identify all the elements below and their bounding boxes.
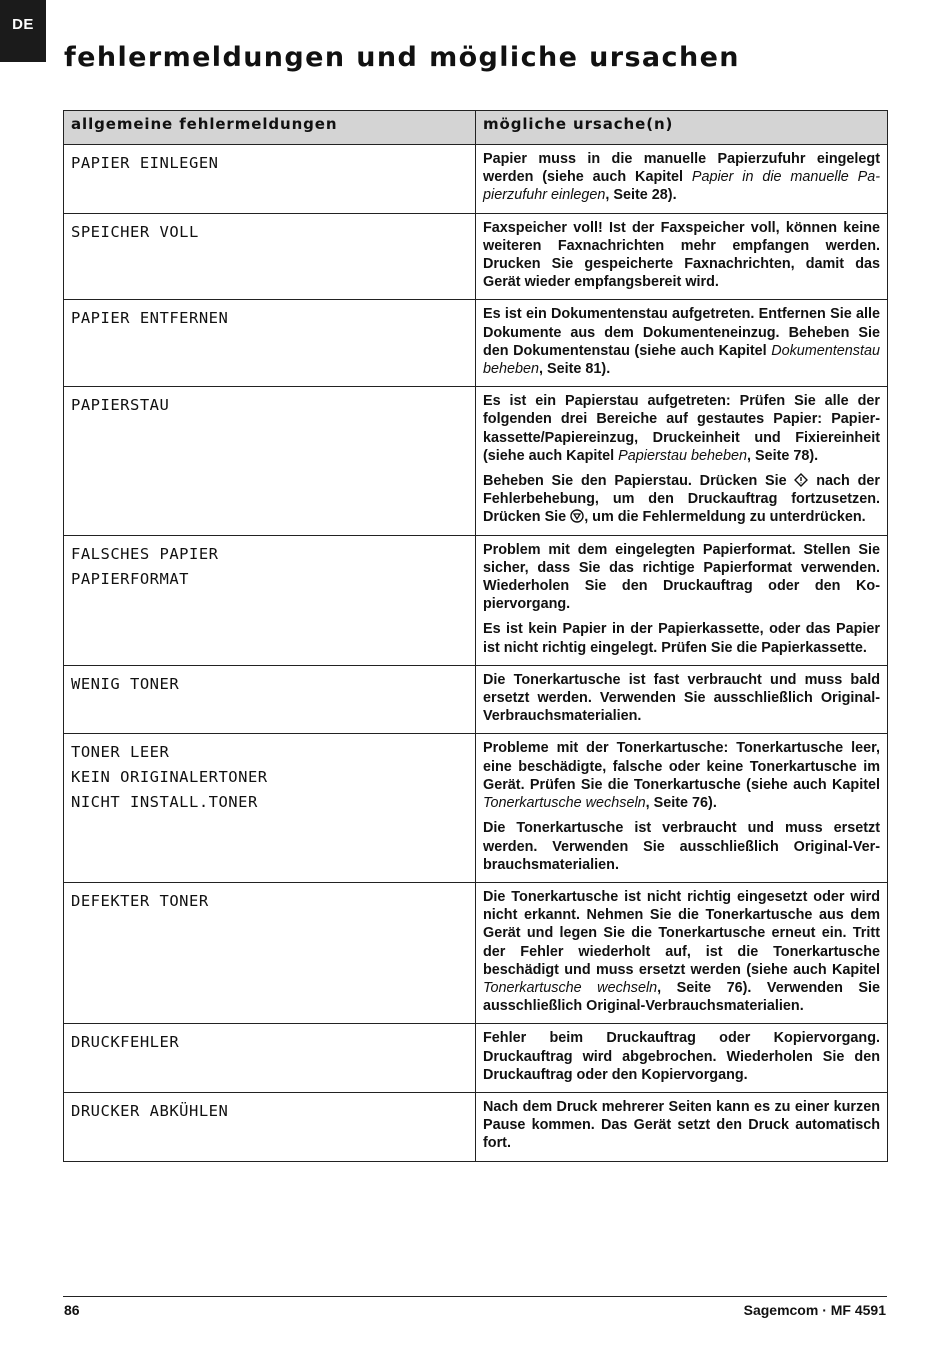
cause-text: , Seite 76). Verwenden Sie ausschließlich Original-Verbrauchsmaterialien. (483, 979, 880, 1015)
error-message-cell (64, 387, 476, 535)
cause-text: , Seite 76). (645, 795, 717, 812)
cause-cell (476, 535, 888, 665)
error-message: TONER LEER (71, 743, 170, 762)
cause-paragraph (483, 1098, 880, 1153)
chapter-reference: Papier in die manuelle Papierzufuhr einlegen (483, 169, 881, 204)
cause-text: Es ist ein Papierstau aufgetreten: Prüfen Sie alle der folgenden drei Bereiche auf gestautes Papier: Papierkassette/Papiereinzug, Druckeinheit und Fixiereinheit (siehe auch Kapitel (483, 393, 880, 464)
table-row (64, 734, 888, 882)
cause-text: Nach dem Druck mehrerer Seiten kann es zu einer kurzen Pause kommen. Das Gerät setzt den Druck automatisch fort. (483, 1098, 880, 1152)
cause-cell (476, 1024, 888, 1093)
table-body (64, 145, 888, 1162)
cause-text: Fehler beim Druckauftrag oder Kopiervorgang. Druckauftrag wird abgebrochen. Wiederholen Sie den Druckauftrag oder den Kopiervorgang. (483, 1030, 880, 1083)
error-message-cell (64, 300, 476, 387)
page-number: 86 (64, 1302, 80, 1318)
cause-text: Es ist kein Papier in der Papierkassette, oder das Papier ist nicht richtig eingelegt. Prüfen Sie die Papierkassette. (483, 621, 880, 656)
cause-paragraph (483, 219, 880, 292)
cause-text: Die Tonerkartusche ist fast verbraucht und muss bald ersetzt werden. Verwenden Sie ausschließlich Original-Verbrauchsmaterialien. (483, 671, 880, 725)
language-tab: DE (0, 0, 46, 62)
cause-text: Problem mit dem eingelegten Papierformat. Stellen Sie sicher, dass Sie das richtige Papierformat verwenden. Wiederholen Sie den Druckauftrag oder den Kopiervorgang. (483, 541, 880, 613)
error-message-cell (64, 535, 476, 665)
error-message-cell (64, 1024, 476, 1093)
cause-text: , Seite 81). (539, 361, 611, 378)
cause-text: Faxspeicher voll! Ist der Faxspeicher voll, können keine weiteren Faxnachrichten mehr empfangen werden. Drucken Sie gespeicherte Faxnachrichten, damit das Gerät wieder empfangsbereit wird. (483, 219, 880, 291)
error-message: PAPIER ENTFERNEN (71, 309, 229, 328)
cause-text: nach der Fehlerbehebung, um den Druckauftrag fortzusetzen. Drücken Sie (483, 473, 880, 526)
chapter-reference: Tonerkartusche wechseln (483, 979, 658, 996)
error-message: KEIN ORIGINALERTONER (71, 768, 268, 787)
table-header-row (64, 111, 888, 145)
cause-text: Papier muss in die manuelle Papierzufuhr eingelegt werden (siehe auch Kapitel (483, 151, 880, 186)
chapter-reference: Tonerkartusche wechseln (483, 795, 646, 812)
cause-cell (476, 665, 888, 734)
table-row (64, 1024, 888, 1093)
table-row (64, 1092, 888, 1161)
chapter-reference: Papierstau beheben (618, 447, 747, 464)
cause-paragraph (483, 819, 880, 874)
cause-cell (476, 1092, 888, 1161)
error-message: PAPIERFORMAT (71, 569, 189, 588)
cause-cell (476, 300, 888, 387)
error-message-cell (64, 213, 476, 300)
chapter-reference: Dokumentenstau beheben (483, 342, 880, 378)
error-message: FALSCHES PAPIER (71, 544, 219, 563)
start-key-icon (794, 473, 808, 487)
cause-text: Beheben Sie den Papierstau. Drücken Sie (483, 473, 795, 490)
error-message: NICHT INSTALL.TONER (71, 793, 258, 812)
error-message-cell (64, 734, 476, 882)
error-message-cell (64, 665, 476, 734)
cause-text: , um die Fehlermeldung zu unterdrücken. (584, 509, 866, 526)
table-row (64, 665, 888, 734)
table-row (64, 145, 888, 214)
error-message-cell (64, 1092, 476, 1161)
column-header-messages: allgemeine fehlermeldungen (64, 111, 476, 145)
table-row (64, 387, 888, 535)
table-row (64, 213, 888, 300)
table-row (64, 882, 888, 1023)
table-row (64, 300, 888, 387)
footer-divider (63, 1296, 887, 1297)
cause-paragraph (483, 1029, 880, 1084)
column-header-causes: mögliche ursache(n) (476, 111, 888, 145)
cause-cell (476, 145, 888, 214)
cause-paragraph (483, 472, 880, 527)
error-message: DRUCKER ABKÜHLEN (71, 1101, 229, 1120)
error-message: PAPIER EINLEGEN (71, 154, 219, 172)
cause-paragraph (483, 150, 880, 205)
cause-cell (476, 882, 888, 1023)
cause-text: Die Tonerkartusche ist nicht richtig eingesetzt oder wird nicht erkannt. Nehmen Sie die Tonerkartusche aus dem Gerät und legen Sie die Tonerkartusche erneut ein. Tritt der Fehler wiederholt auf, ist die Tonerkartusche beschädigt und muss ersetzt werden (siehe auch Kapitel (483, 888, 880, 978)
cause-text: Es ist ein Dokumentenstau aufgetreten. Entfernen Sie alle Dokumente aus dem Dokumenteneinzug. Beheben Sie den Dokumentenstau (siehe auch Kapitel (483, 306, 880, 359)
cause-text: , Seite 28). (605, 187, 677, 204)
error-message: DEFEKTER TONER (71, 891, 209, 910)
error-message: PAPIERSTAU (71, 396, 170, 415)
cause-text: , Seite 78). (746, 447, 819, 464)
cause-paragraph (483, 671, 880, 726)
cause-paragraph (483, 305, 880, 378)
stop-key-icon (570, 509, 584, 523)
error-message: SPEICHER VOLL (71, 222, 199, 241)
error-messages-table (63, 110, 888, 1162)
error-message: DRUCKFEHLER (71, 1033, 180, 1052)
product-name: Sagemcom · MF 4591 (743, 1302, 886, 1318)
cause-cell (476, 734, 888, 882)
error-message: WENIG TONER (71, 674, 180, 693)
page-title: fehlermeldungen und mögliche ursachen (64, 42, 740, 73)
cause-text: Probleme mit der Tonerkartusche: Tonerkartusche leer, eine beschädigte, falsche oder keine Tonerkartusche im Gerät. Prüfen Sie die Tonerkartusche (siehe auch Kapitel (483, 740, 880, 793)
error-message-cell (64, 145, 476, 214)
error-message-cell (64, 882, 476, 1023)
cause-paragraph (483, 620, 880, 656)
table-row (64, 535, 888, 665)
cause-text: Die Tonerkartusche ist verbraucht und muss ersetzt werden. Verwenden Sie ausschließlich Original-Verbrauchsmaterialien. (483, 820, 880, 873)
cause-paragraph (483, 541, 880, 614)
cause-paragraph (483, 739, 880, 812)
cause-cell (476, 213, 888, 300)
cause-cell (476, 387, 888, 535)
cause-paragraph (483, 888, 880, 1015)
cause-paragraph (483, 392, 880, 465)
